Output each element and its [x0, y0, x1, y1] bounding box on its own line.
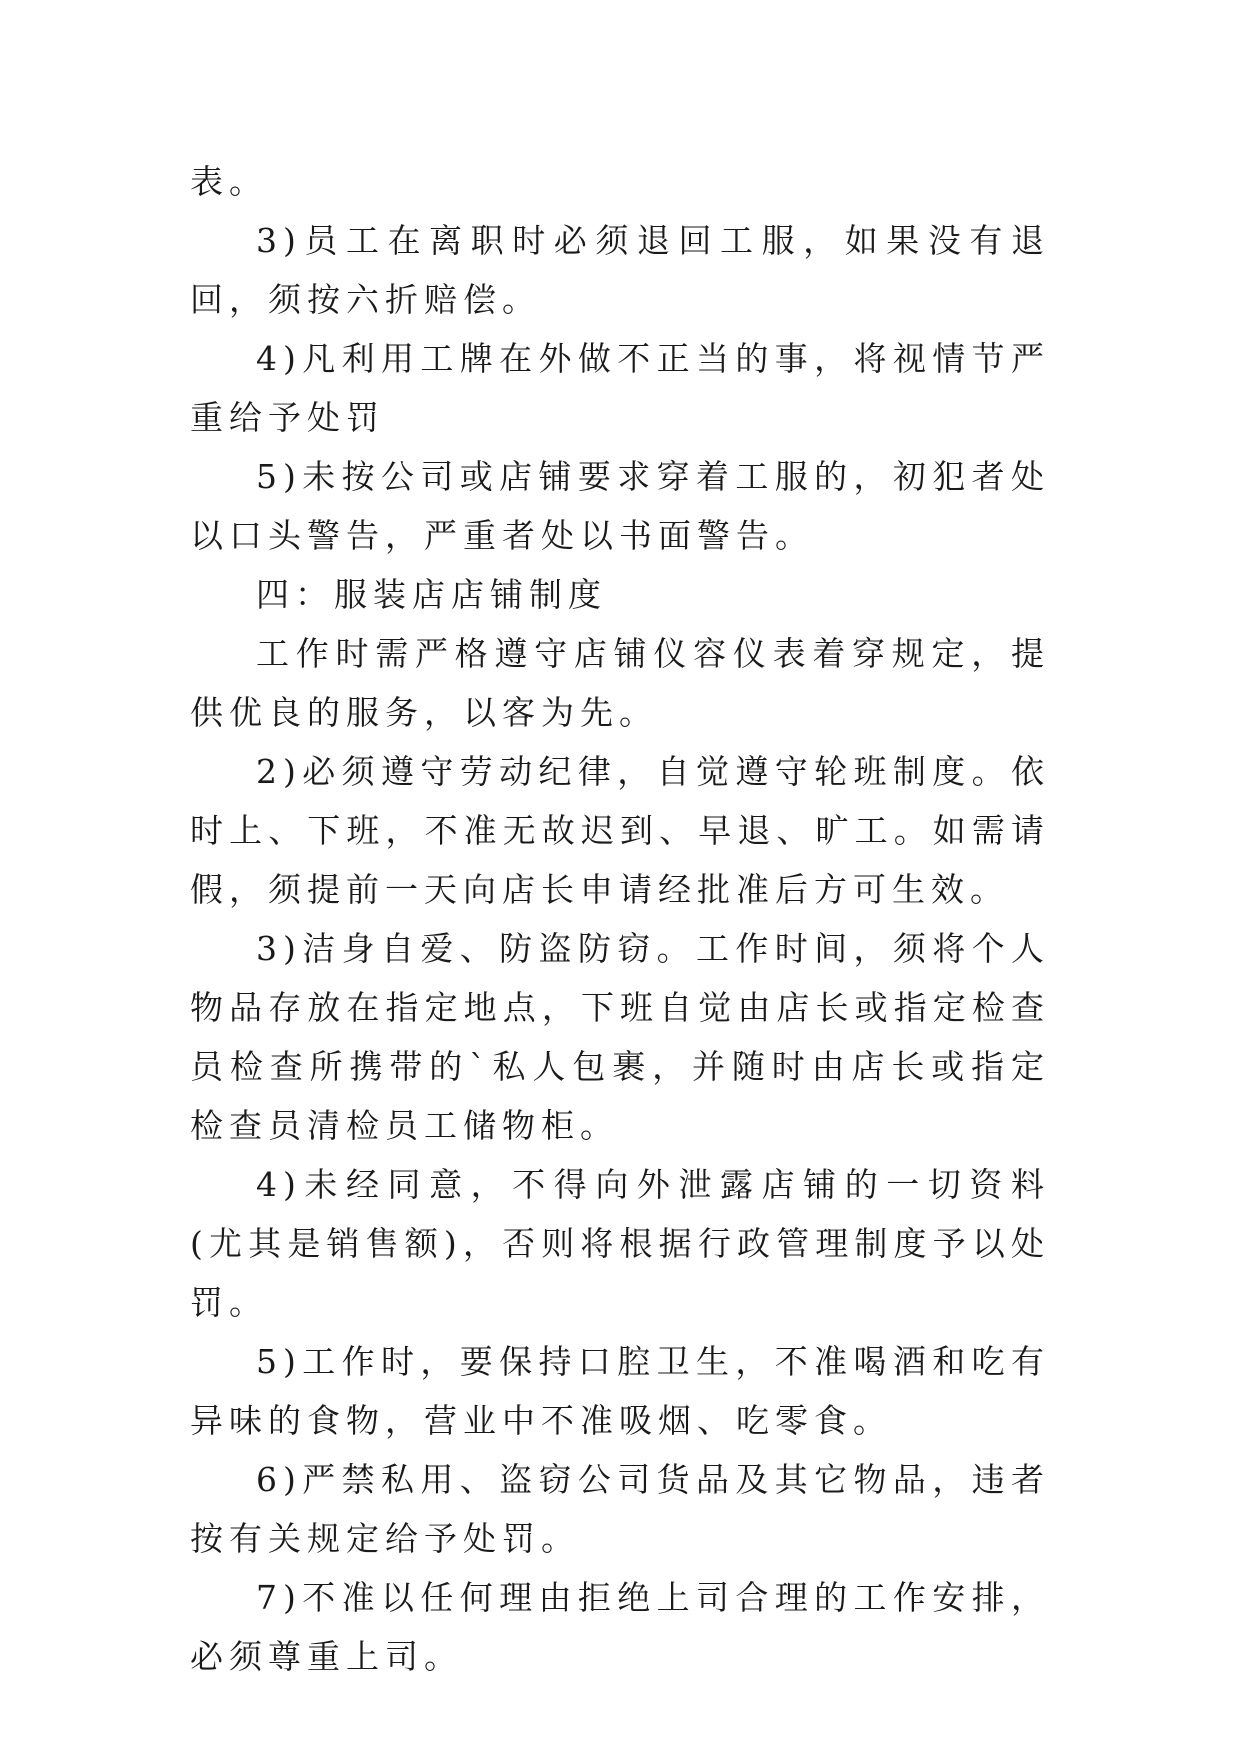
paragraph-item-5-uniform-wearing: 5)未按公司或店铺要求穿着工服的，初犯者处以口头警告，严重者处以书面警告。	[190, 457, 1050, 555]
section-heading-store-rules: 四：服装店店铺制度	[256, 575, 607, 614]
paragraph-item-5-hygiene: 5)工作时，要保持口腔卫生，不准喝酒和吃有异味的食物，营业中不准吸烟、吃零食。	[190, 1342, 1050, 1440]
paragraph-item-7-respect-supervisor: 7)不准以任何理由拒绝上司合理的工作安排，必须尊重上司。	[190, 1578, 1050, 1676]
paragraph-continuation: 表。	[190, 162, 268, 201]
paragraph-item-6-no-theft: 6)严禁私用、盗窃公司货品及其它物品，违者按有关规定给予处罚。	[190, 1460, 1050, 1558]
paragraph-item-3-anti-theft: 3)洁身自爱、防盗防窃。工作时间，须将个人物品存放在指定地点，下班自觉由店长或指定检查员检查所携带的`私人包裹，并随时由店长或指定检查员清检员工储物柜。	[190, 929, 1050, 1145]
document-body	[190, 152, 1050, 1686]
paragraph-item-3-uniform-return: 3)员工在离职时必须退回工服，如果没有退回，须按六折赔偿。	[190, 221, 1050, 319]
paragraph-item-2-labor-discipline: 2)必须遵守劳动纪律，自觉遵守轮班制度。依时上、下班，不准无故迟到、早退、旷工。如需请假，须提前一天向店长申请经批准后方可生效。	[190, 752, 1050, 909]
paragraph-item-4-confidentiality: 4)未经同意，不得向外泄露店铺的一切资料(尤其是销售额)，否则将根据行政管理制度予以处罚。	[190, 1165, 1050, 1322]
paragraph-item-4-badge-misuse: 4)凡利用工牌在外做不正当的事，将视情节严重给予处罚	[190, 339, 1050, 437]
paragraph-appearance-rule: 工作时需严格遵守店铺仪容仪表着穿规定，提供优良的服务，以客为先。	[190, 634, 1050, 732]
